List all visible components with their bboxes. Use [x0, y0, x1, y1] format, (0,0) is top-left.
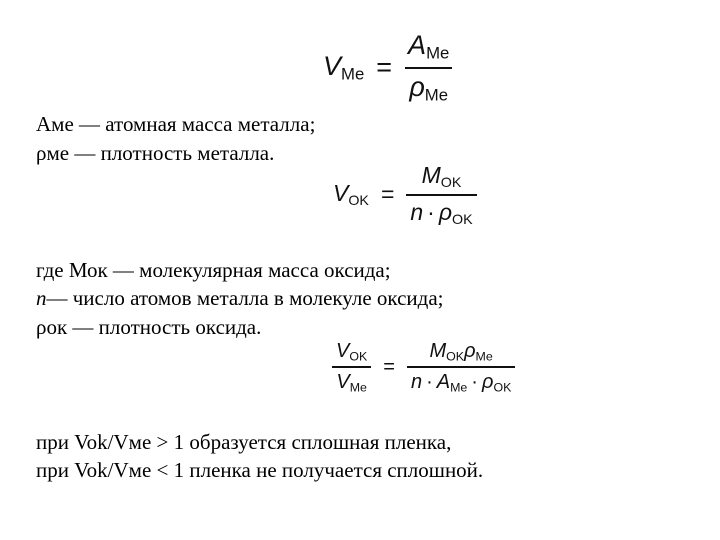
formula2-den-sub: OK	[452, 211, 473, 228]
formula3-den-dot2: ·	[471, 371, 478, 394]
formula2-equals: =	[380, 181, 395, 208]
formula-pilling-bedworth-ratio	[332, 340, 515, 395]
formula3-num-sub1: OK	[446, 349, 465, 364]
formula1-num-var: A	[408, 30, 427, 60]
formula3-num-var2: ρ	[464, 340, 476, 362]
formula3-lhs-den-sub: Me	[349, 380, 367, 395]
formula3-den-sub2: OK	[493, 380, 512, 395]
formula2-lhs-sub: OK	[348, 193, 369, 210]
formula2-denominator	[406, 194, 476, 228]
formula2-lhs-var: V	[333, 180, 349, 207]
formula3-num-sub2: Me	[475, 349, 493, 364]
formula3-lhs-den-var: V	[336, 371, 350, 394]
formula-oxide-volume	[333, 162, 477, 228]
formula3-rhs-fraction	[407, 340, 515, 395]
atom-count-var: n	[36, 286, 47, 310]
definition-molecular-mass: где Мок — молекулярная масса оксида;	[36, 258, 391, 282]
formula3-den-sub1: Me	[450, 380, 468, 395]
formula1-fraction	[404, 30, 453, 105]
formula1-den-sub: Me	[424, 85, 449, 105]
formula3-lhs-fraction	[332, 340, 371, 395]
definition-atom-count	[36, 286, 444, 310]
formula1-num-sub: Me	[426, 43, 450, 63]
formula3-rhs-denominator	[407, 366, 515, 394]
definition-atomic-mass: Аме — атомная масса металла;	[36, 112, 316, 136]
formula-metal-volume	[323, 30, 453, 105]
formula3-lhs-num-var: V	[336, 340, 350, 362]
definition-metal-density: ρме — плотность металла.	[36, 141, 275, 165]
formula1-numerator	[404, 30, 453, 67]
formula2-den-n: n	[410, 198, 424, 225]
formula2-fraction	[406, 162, 476, 228]
atom-count-text: — число атомов металла в молекуле оксида;	[46, 286, 444, 310]
formula2-num-sub: OK	[440, 174, 462, 191]
formula1-equals: =	[376, 52, 393, 83]
definition-oxide-density: ρок — плотность оксида.	[36, 315, 262, 339]
formula3-den-var2: ρ	[481, 371, 494, 394]
formula1-lhs	[323, 51, 364, 85]
condition-solid-film: при Vok/Vме > 1 образуется сплошная пленка,	[36, 430, 452, 454]
formula2-numerator	[418, 162, 466, 194]
formula3-num-var1: M	[429, 340, 447, 362]
formula1-den-var: ρ	[409, 71, 425, 102]
formula3-equals: =	[383, 355, 395, 378]
formula1-lhs-var: V	[323, 50, 342, 81]
formula3-den-n: n	[410, 371, 423, 394]
formula3-rhs-numerator	[426, 340, 497, 366]
formula3-den-dot1: ·	[426, 371, 433, 394]
formula3-den-var1: A	[436, 371, 451, 394]
formula2-den-dot: ·	[427, 198, 435, 225]
formula3-lhs-denominator	[332, 366, 371, 394]
formula1-lhs-sub: Me	[341, 64, 365, 84]
formula2-num-var: M	[421, 162, 441, 188]
formula1-denominator	[405, 67, 452, 106]
formula2-den-var: ρ	[438, 198, 453, 225]
formula3-lhs-num-sub: OK	[349, 349, 368, 364]
formula2-lhs	[333, 180, 369, 209]
formula3-lhs-numerator	[332, 340, 371, 366]
condition-non-solid-film: при Vok/Vме < 1 пленка не получается сплошной.	[36, 458, 484, 482]
